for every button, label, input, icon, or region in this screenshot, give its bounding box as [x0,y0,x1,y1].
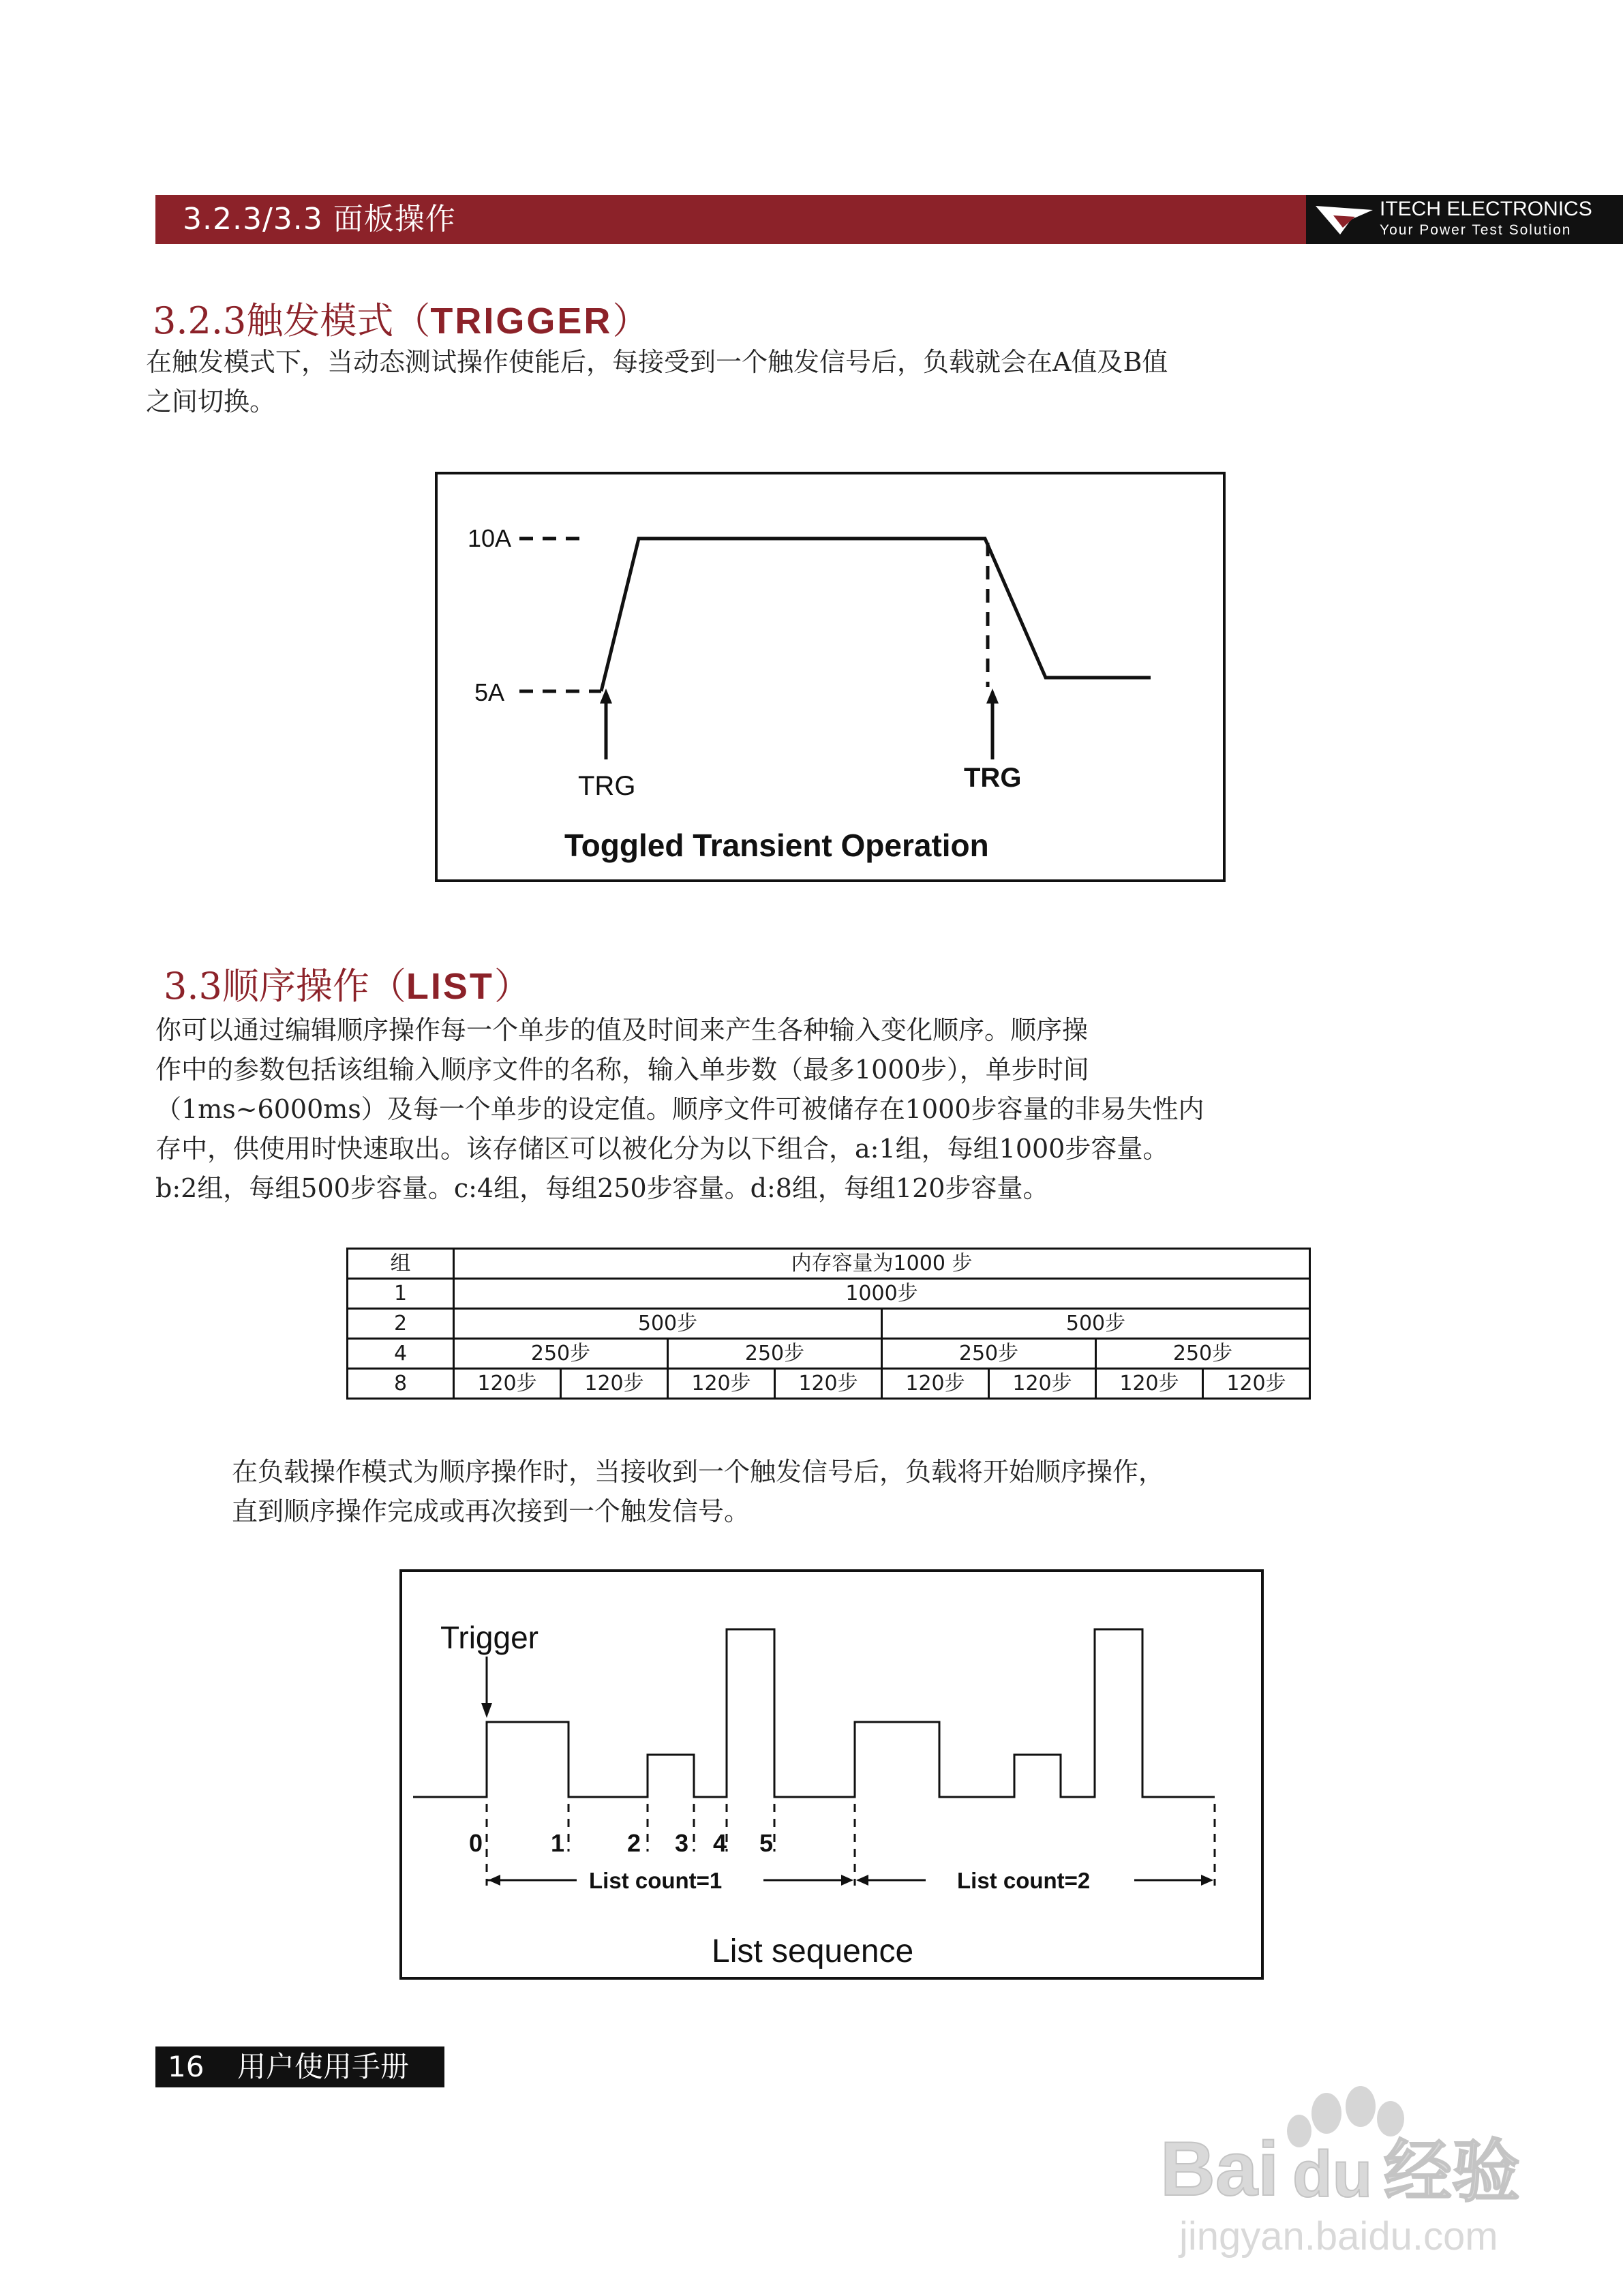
table-cell: 500步 [882,1309,1310,1339]
paragraph-line: （1ms~6000ms）及每一个单步的设定值。顺序文件可被储存在1000步容量的非易失性内 [155,1094,1204,1124]
watermark-brand-cn: 经验 [1384,2134,1520,2210]
itech-logo-icon [1313,200,1376,239]
list-count-2: List count=2 [957,1868,1091,1893]
table-cell: 120步 [561,1369,668,1399]
table-row [348,1309,1310,1339]
table-cell: 250步 [668,1339,882,1369]
table-cell-group: 4 [348,1339,454,1369]
section-title-end: ） [494,965,531,1008]
footer-title: 用户使用手册 [237,2050,410,2083]
footer-bar [155,2046,444,2087]
table-row [348,1369,1310,1399]
trg-label-right: TRG [964,763,1022,793]
table-row [348,1279,1310,1309]
section-title-en: TRIGGER [430,301,613,342]
itech-logo [1306,195,1623,244]
section-number: 3.2.3 [153,299,247,342]
baidu-paw-icon [1159,2086,1541,2263]
paragraph-line: 直到顺序操作完成或再次接到一个触发信号。 [232,1496,750,1526]
step-label: 5 [759,1829,774,1857]
table-cell: 1000步 [454,1279,1310,1309]
table-cell: 120步 [882,1369,989,1399]
section-title-cn: 触发模式（ [246,299,431,342]
list-note-paragraph [232,1452,1164,1531]
trigger-caption: Toggled Transient Operation [564,828,989,863]
table-header-group: 组 [348,1249,454,1279]
trigger-diagram [435,472,1226,882]
step-label: 4 [713,1829,727,1857]
paragraph-line: 你可以通过编辑顺序操作每一个单步的值及时间来产生各种输入变化顺序。顺序操 [155,1015,1089,1045]
table-cell-group: 1 [348,1279,454,1309]
waveform-line [601,539,1151,691]
section-title-trigger [153,292,649,344]
memory-table [346,1248,1311,1400]
label-5a: 5A [474,678,505,706]
table-row [348,1339,1310,1369]
watermark-brand: Bai [1160,2126,1279,2211]
table-header-capacity: 内存容量为1000 步 [454,1249,1310,1279]
baidu-watermark [1159,2086,1541,2263]
table-cell: 120步 [668,1369,775,1399]
section-title-end: ） [612,299,650,342]
paragraph-line: 之间切换。 [146,387,276,417]
table-cell: 250步 [882,1339,1096,1369]
step-label: 1 [551,1829,565,1857]
trigger-waveform [438,474,1223,879]
table-cell: 250步 [1096,1339,1310,1369]
section-title-list [164,957,531,1010]
paragraph-line: 作中的参数包括该组输入顺序文件的名称，输入单步数（最多1000步），单步时间 [155,1055,1089,1085]
section-title-en: LIST [406,966,494,1007]
page-number: 16 [168,2050,204,2083]
table-cell: 250步 [454,1339,668,1369]
table-cell-group: 2 [348,1309,454,1339]
watermark-url: jingyan.baidu.com [1179,2214,1498,2259]
step-label: 0 [469,1829,483,1857]
step-label: 2 [627,1829,641,1857]
step-label: 3 [675,1829,689,1857]
table-cell: 500步 [454,1309,882,1339]
logo-slogan-text: Your Power Test Solution [1380,222,1572,238]
table-cell: 120步 [454,1369,561,1399]
table-cell: 120步 [1096,1369,1203,1399]
list-waveform [402,1572,1261,1977]
table-cell: 120步 [1203,1369,1310,1399]
paragraph-line: 在负载操作模式为顺序操作时，当接收到一个触发信号后，负载将开始顺序操作， [232,1457,1165,1487]
section-title-cn: 顺序操作（ [222,965,406,1008]
list-sequence-diagram [399,1569,1264,1980]
trigger-paragraph [146,342,1168,421]
header-bar [155,195,1592,244]
trg-label-left: TRG [578,771,636,801]
label-10a: 10A [468,524,512,552]
list-caption: List sequence [712,1933,914,1969]
trigger-label: Trigger [440,1620,539,1655]
paragraph-line: b:2组，每组500步容量。c:4组，每组250步容量。d:8组，每组120步容量。 [155,1173,1049,1203]
list-paragraph [155,1010,1204,1208]
table-cell: 120步 [775,1369,882,1399]
list-count-1: List count=1 [589,1868,723,1893]
table-cell: 120步 [989,1369,1096,1399]
section-number: 3.3 [164,965,222,1008]
watermark-brand-du: du [1292,2138,1373,2211]
header-title: 3.2.3/3.3 面板操作 [183,202,456,237]
table-header-row [348,1249,1310,1279]
paragraph-line: 在触发模式下，当动态测试操作使能后，每接受到一个触发信号后，负载就会在A值及B值 [146,347,1168,377]
logo-brand-text: ITECH ELECTRONICS [1380,198,1592,220]
paragraph-line: 存中，供使用时快速取出。该存储区可以被化分为以下组合，a:1组，每组1000步容量。 [155,1134,1169,1164]
table-cell-group: 8 [348,1369,454,1399]
